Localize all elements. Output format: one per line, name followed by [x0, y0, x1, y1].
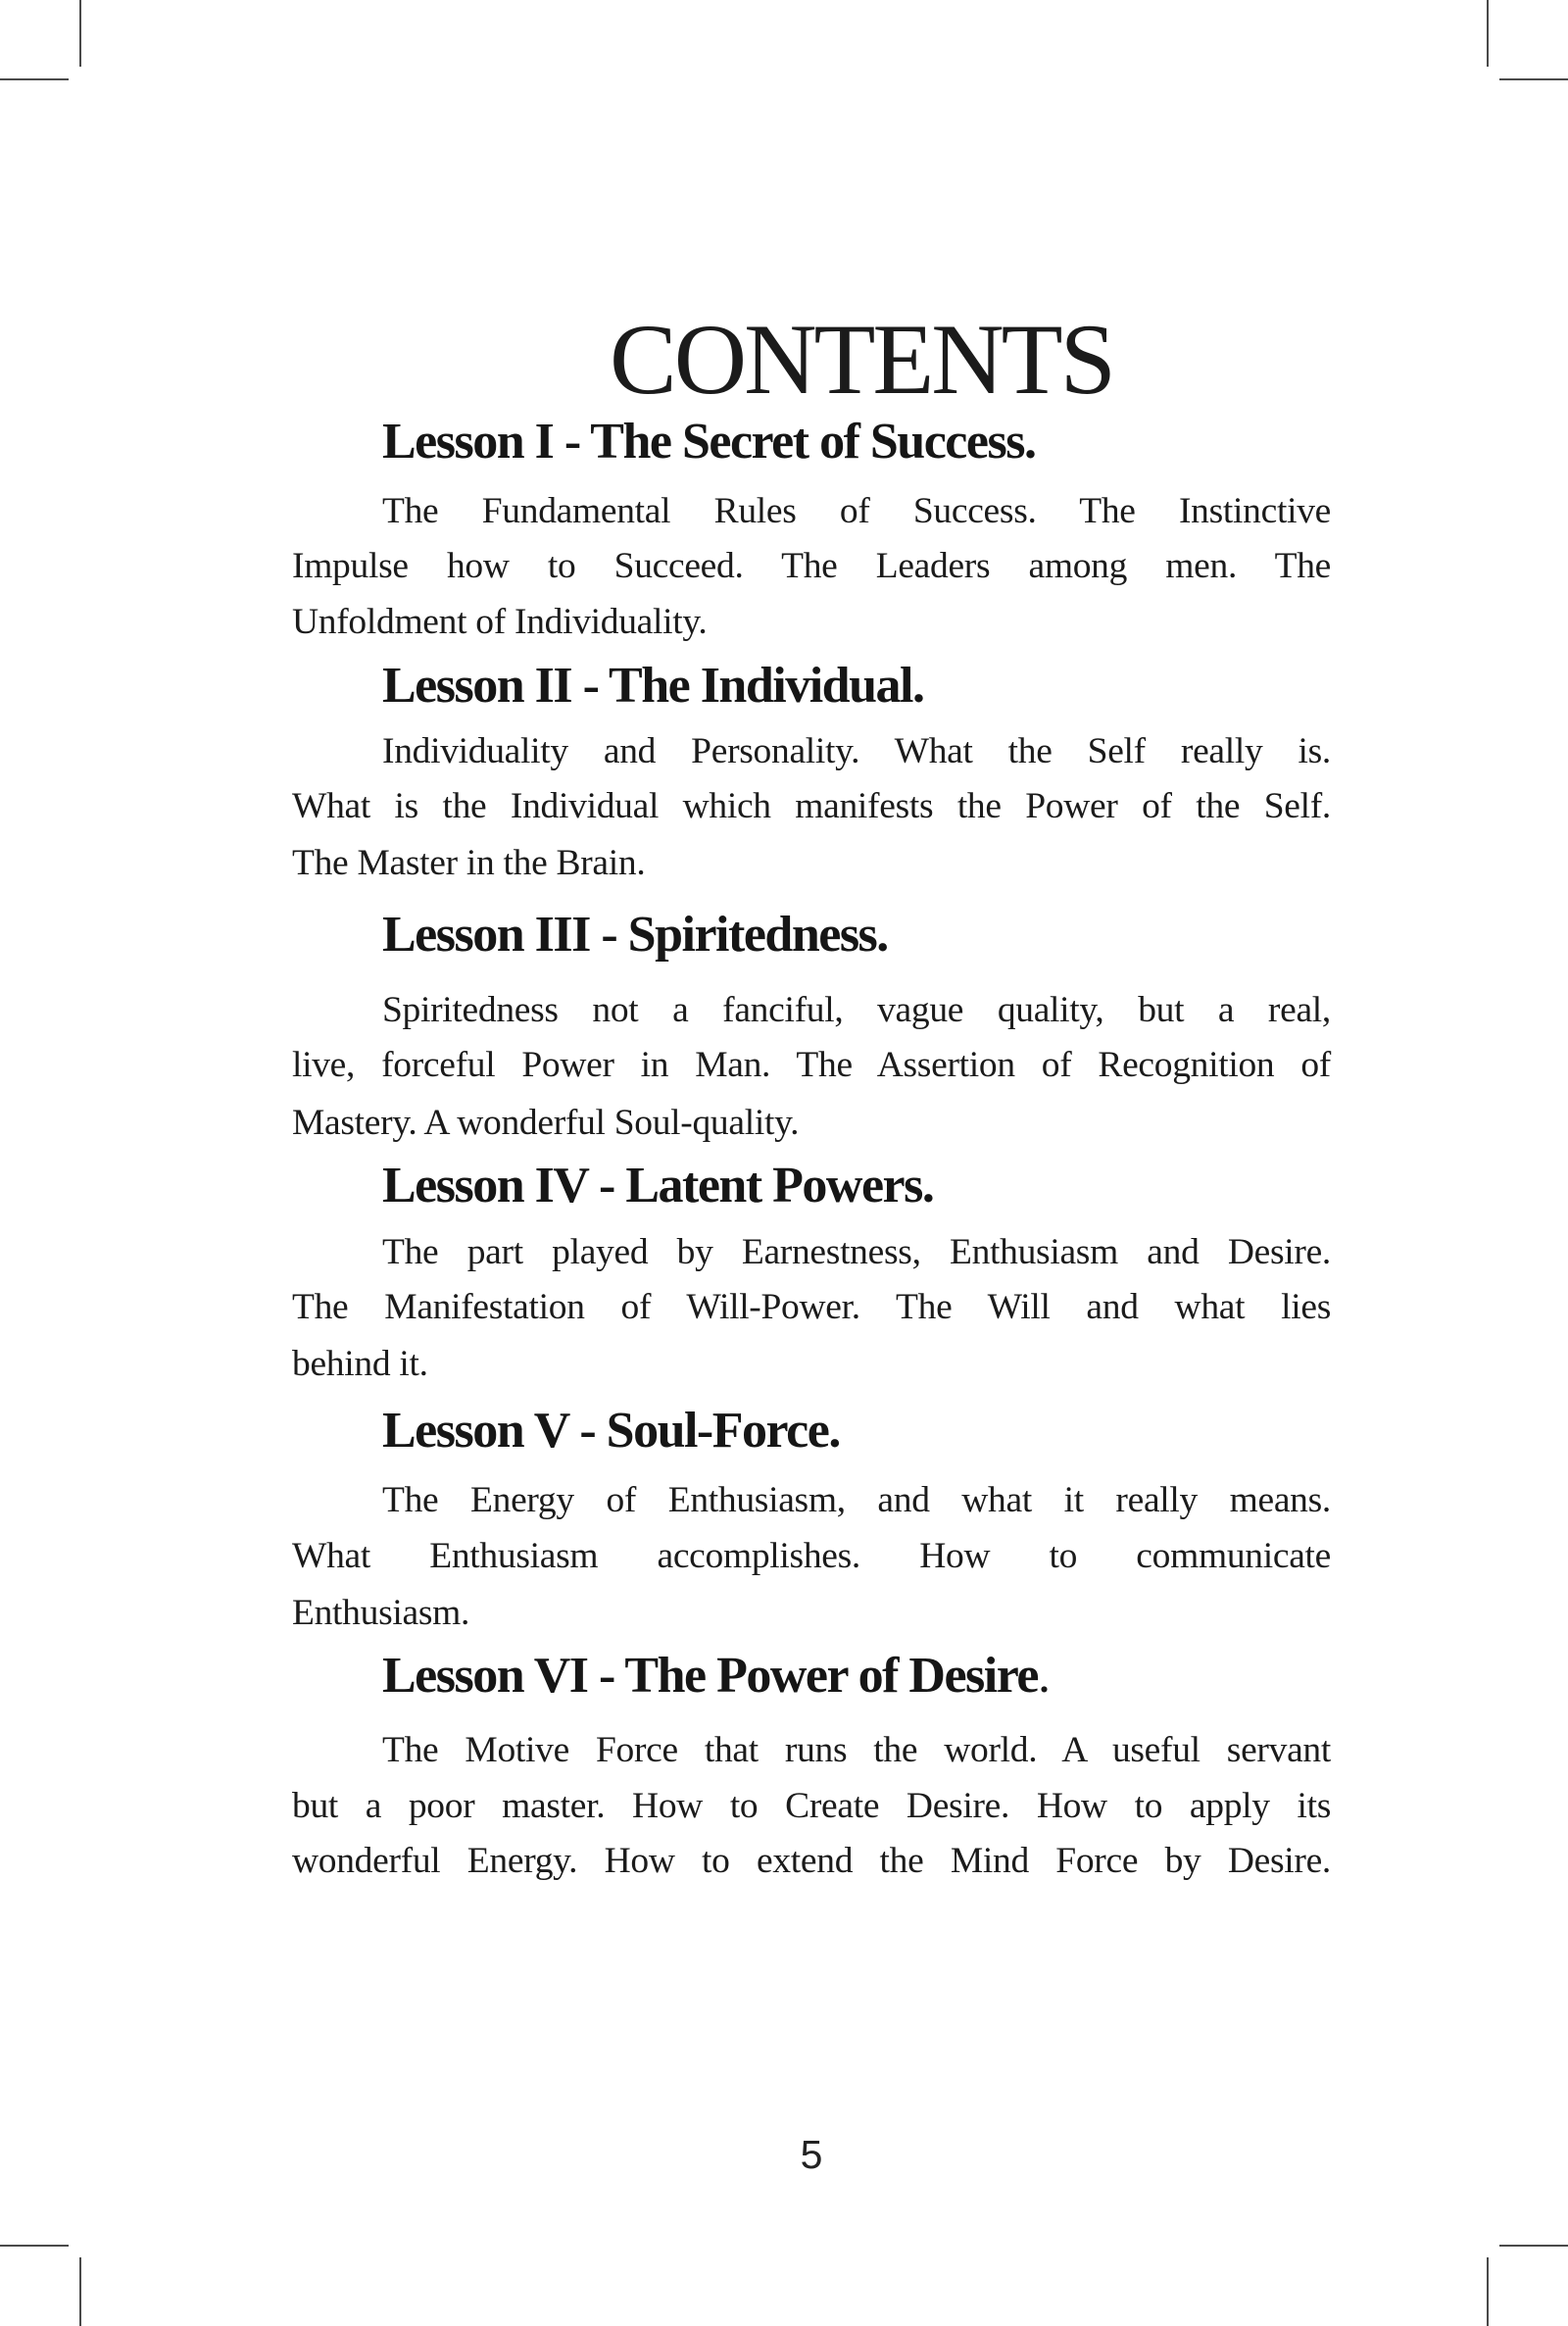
- crop-mark-bottom-right-horizontal: [1499, 2245, 1568, 2247]
- lesson-3-heading-text: Lesson III - Spiritedness.: [382, 907, 888, 963]
- lesson-3-heading: [382, 907, 888, 963]
- crop-mark-bottom-left-horizontal: [0, 2245, 69, 2247]
- lesson-5-heading-text: Lesson V - Soul-Force.: [382, 1403, 840, 1459]
- lesson-4-body-line-3: behind it.: [292, 1344, 428, 1384]
- lesson-5-body-line-3: Enthusiasm.: [292, 1593, 470, 1633]
- crop-mark-bottom-left-vertical: [79, 2257, 81, 2326]
- lesson-1-heading: [382, 414, 1036, 470]
- lesson-2-heading-text: Lesson II - The Individual.: [382, 658, 924, 714]
- page-number: 5: [800, 2132, 823, 2177]
- crop-mark-top-right-horizontal: [1499, 78, 1568, 80]
- lesson-2-heading: [382, 658, 924, 714]
- lesson-5-heading: [382, 1403, 840, 1459]
- lesson-4-heading: [382, 1158, 934, 1213]
- lesson-6-heading-suffix: .: [1037, 1648, 1050, 1704]
- lesson-6-body-line-3: wonderful Energy. How to extend the Mind Force by Desire.: [292, 1841, 1331, 1881]
- lesson-4-body-line-1: The part played by Earnestness, Enthusiasm and Desire.: [382, 1232, 1331, 1272]
- lesson-2-body-line-1: Individuality and Personality. What the Self really is.: [382, 731, 1331, 771]
- lesson-6-heading-text: Lesson VI - The Power of Desire: [382, 1648, 1038, 1704]
- crop-mark-bottom-right-vertical: [1487, 2257, 1489, 2326]
- lesson-4-body-line-2: The Manifestation of Will-Power. The Will and what lies: [292, 1287, 1331, 1327]
- lesson-1-body-line-1: The Fundamental Rules of Success. The Instinctive: [382, 491, 1331, 531]
- crop-mark-top-left-horizontal: [0, 78, 69, 80]
- lesson-5-body-line-2: What Enthusiasm accomplishes. How to communicate: [292, 1536, 1331, 1576]
- lesson-1-body-line-2: Impulse how to Succeed. The Leaders among men. The: [292, 546, 1331, 586]
- lesson-3-body-line-2: live, forceful Power in Man. The Assertion of Recognition of: [292, 1045, 1331, 1085]
- crop-mark-top-left-vertical: [79, 0, 81, 67]
- page-title: CONTENTS: [610, 304, 1113, 416]
- lesson-1-body-line-3: Unfoldment of Individuality.: [292, 602, 708, 642]
- lesson-2-body-line-2: What is the Individual which manifests the Power of the Self.: [292, 786, 1331, 826]
- lesson-5-body-line-1: The Energy of Enthusiasm, and what it really means.: [382, 1480, 1331, 1520]
- lesson-1-heading-text: Lesson I - The Secret of Success.: [382, 414, 1036, 470]
- lesson-2-body-line-3: The Master in the Brain.: [292, 843, 646, 883]
- lesson-6-body-line-2: but a poor master. How to Create Desire. How to apply its: [292, 1786, 1331, 1826]
- lesson-3-body-line-3: Mastery. A wonderful Soul-quality.: [292, 1103, 800, 1143]
- lesson-6-heading: [382, 1648, 1050, 1704]
- lesson-6-body-line-1: The Motive Force that runs the world. A useful servant: [382, 1730, 1331, 1770]
- crop-mark-top-right-vertical: [1487, 0, 1489, 67]
- lesson-4-heading-text: Lesson IV - Latent Powers.: [382, 1158, 934, 1213]
- lesson-3-body-line-1: Spiritedness not a fanciful, vague quality, but a real,: [382, 990, 1331, 1030]
